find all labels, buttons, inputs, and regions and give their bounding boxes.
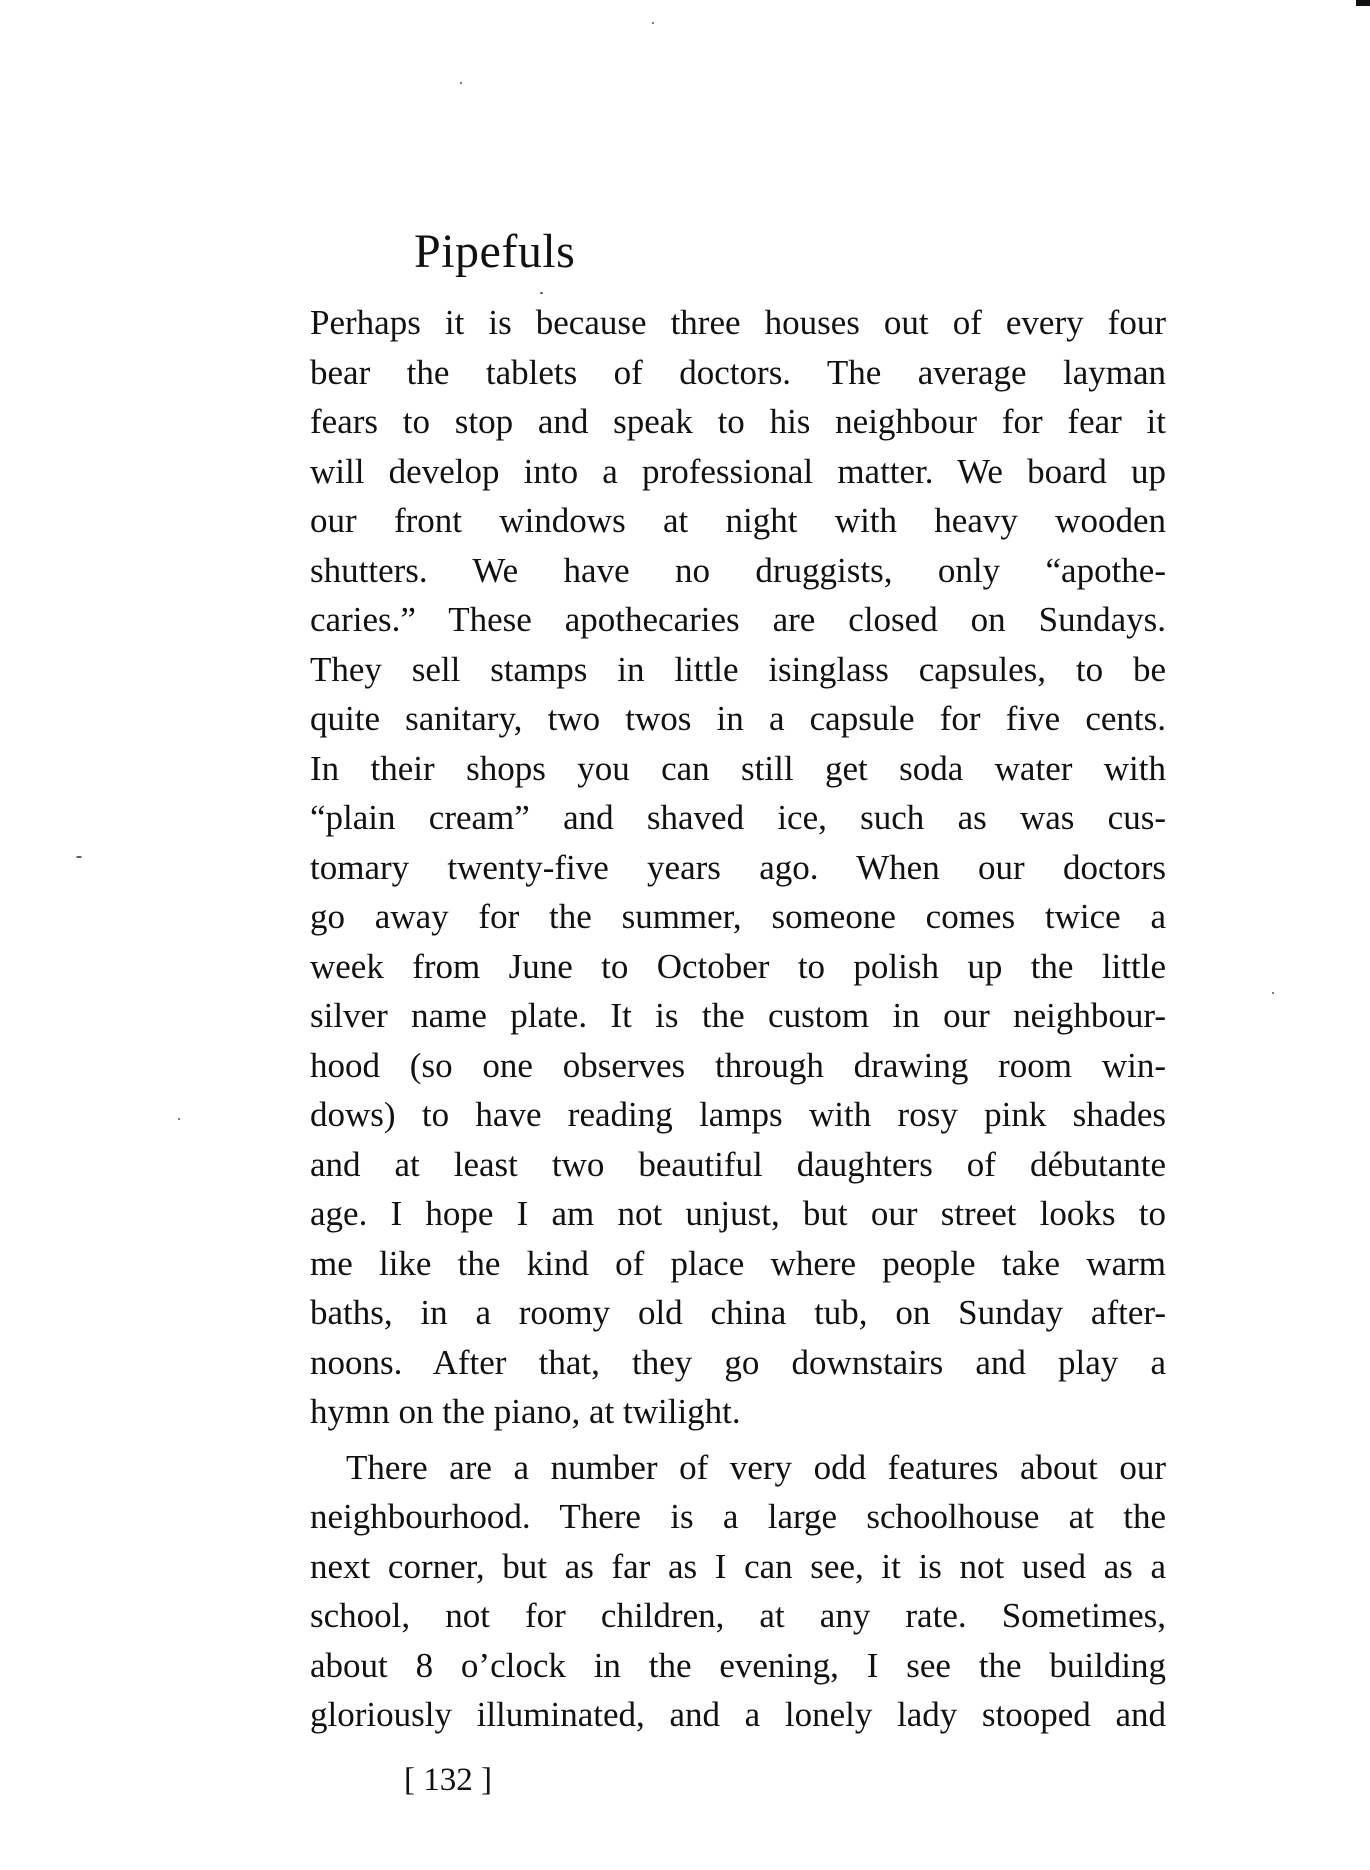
running-head: Pipefuls <box>414 225 576 278</box>
text-line: and at least two beautiful daughters of débutante <box>310 1144 1166 1184</box>
text-line: go away for the summer, someone comes twice a <box>310 897 1166 936</box>
scan-speck <box>76 856 82 858</box>
text-line: will develop into a professional matter. We board up <box>310 451 1166 491</box>
text-line: noons. After that, they go downstairs and play a <box>310 1342 1166 1382</box>
text-line: There are a number of very odd features about our <box>346 1447 1166 1487</box>
scan-speck <box>178 1118 180 1120</box>
text-line: “plain cream” and shaved ice, such as was cus- <box>310 798 1166 837</box>
scan-speck <box>460 82 462 84</box>
text-line: bear the tablets of doctors. The average layman <box>310 352 1166 392</box>
text-line: gloriously illuminated, and a lonely lady stooped and <box>310 1695 1166 1734</box>
scan-speck <box>1272 992 1274 994</box>
text-line: In their shops you can still get soda water with <box>310 748 1166 788</box>
text-line: quite sanitary, two twos in a capsule for five cents. <box>310 699 1166 738</box>
text-line: shutters. We have no druggists, only “apothe- <box>310 550 1166 590</box>
scan-edge-mark <box>1356 0 1370 6</box>
text-line: neighbourhood. There is a large schoolhouse at the <box>310 1497 1166 1536</box>
page-number: [ 132 ] <box>404 1762 492 1798</box>
paragraph-1 <box>310 298 1166 1437</box>
text-line: fears to stop and speak to his neighbour for fear it <box>310 402 1166 441</box>
text-line: next corner, but as far as I can see, it is not used as a <box>310 1546 1166 1586</box>
text-line: silver name plate. It is the custom in our neighbour- <box>310 996 1166 1035</box>
text-line: school, not for children, at any rate. Sometimes, <box>310 1596 1166 1635</box>
text-line: dows) to have reading lamps with rosy pink shades <box>310 1095 1166 1134</box>
text-line: caries.” These apothecaries are closed on Sundays. <box>310 600 1166 639</box>
text-line: baths, in a roomy old china tub, on Sunday after- <box>310 1293 1166 1332</box>
text-line: our front windows at night with heavy wooden <box>310 501 1166 540</box>
text-line: hymn on the piano, at twilight. <box>310 1392 741 1431</box>
text-line: tomary twenty-five years ago. When our doctors <box>310 847 1166 887</box>
text-line: week from June to October to polish up the little <box>310 946 1166 986</box>
text-line: about 8 o’clock in the evening, I see the building <box>310 1645 1166 1685</box>
text-line: hood (so one observes through drawing room win- <box>310 1045 1166 1085</box>
text-line: They sell stamps in little isinglass capsules, to be <box>310 649 1166 689</box>
text-line: me like the kind of place where people take warm <box>310 1243 1166 1283</box>
scan-speck <box>540 292 543 294</box>
text-line: Perhaps it is because three houses out of every four <box>310 303 1166 342</box>
body-text <box>310 298 1166 1740</box>
paragraph-2 <box>310 1443 1166 1740</box>
scan-speck <box>652 22 654 24</box>
text-line: age. I hope I am not unjust, but our street looks to <box>310 1194 1166 1233</box>
